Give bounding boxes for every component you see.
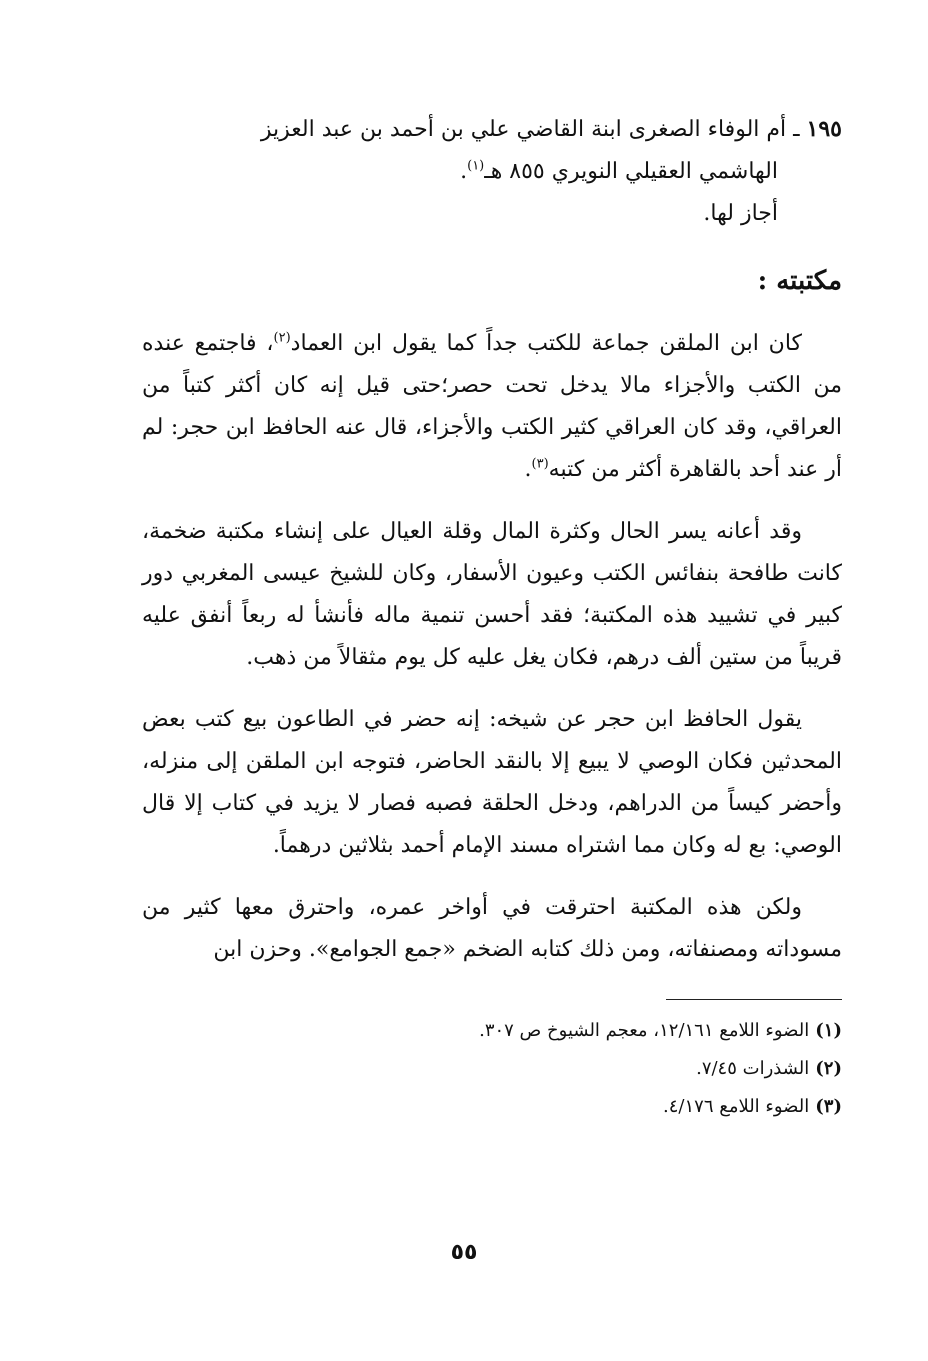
footnote-ref-2[interactable]: (٢) bbox=[273, 330, 291, 346]
section-title: مكتبته : bbox=[757, 266, 842, 296]
entry-line-1: ـ أم الوفاء الصغرى ابنة القاضي علي بن أحمد بن عبد العزيز bbox=[260, 117, 800, 142]
footnote-2 bbox=[142, 1050, 842, 1088]
footnote-1 bbox=[142, 1012, 842, 1050]
paragraph-1-part-1: كان ابن الملقن جماعة للكتب جداً كما يقول ابن العماد bbox=[290, 331, 803, 356]
footnote-2-text: الشذرات ٧/٤٥. bbox=[696, 1058, 810, 1079]
paragraph-1-part-3: . bbox=[524, 457, 532, 482]
entry-line-3: أجاز لها. bbox=[703, 201, 778, 226]
page-number: ٥٥ bbox=[450, 1240, 478, 1265]
footnote-ref-3[interactable]: (٣) bbox=[531, 456, 549, 472]
paragraph-1-part-2: ، فاجتمع عنده من الكتب والأجزاء مالا يدخل تحت حصر؛حتى قيل إنه كان أكثر كتباً من العراقي، وقد كان العراقي كثير الكتب والأجزاء، قال عنه الحافظ ابن حجر: لم أر عند أحد بالقاهرة أكثر من كتبه bbox=[142, 331, 842, 482]
footnotes-list bbox=[142, 1012, 842, 1126]
entry-line-2-text: الهاشمي العقيلي النويري ٨٥٥ هـ bbox=[484, 159, 778, 184]
paragraph-3: يقول الحافظ ابن حجر عن شيخه: إنه حضر في الطاعون بيع كتب بعض المحدثين فكان الوصي لا يبيع إلا بالنقد الحاضر، فتوجه ابن الملقن إلى منزله، وأحضر كيساً من الدراهم، ودخل الحلقة فصبه فصار لا يزيد في كتاب إلا قال الوصي: بع له وكان مما اشتراه مسند الإمام أحمد بثلاثين درهماً. bbox=[142, 707, 842, 858]
entry-line-2-end: . bbox=[460, 159, 468, 184]
paragraph-4: ولكن هذه المكتبة احترقت في أواخر عمره، واحترق معها كثير من مسوداته ومصنفاته، ومن ذلك كتابه الضخم «جمع الجوامع». وحزن ابن bbox=[142, 895, 842, 962]
footnote-3-number: (٣) bbox=[815, 1096, 842, 1117]
page-content bbox=[142, 108, 842, 1126]
footnote-1-number: (١) bbox=[815, 1020, 842, 1041]
paragraph-1 bbox=[142, 323, 842, 491]
footnote-2-number: (٢) bbox=[815, 1058, 842, 1079]
paragraph-2: وقد أعانه يسر الحال وكثرة المال وقلة العيال على إنشاء مكتبة ضخمة، كانت طافحة بنفائس الكتب وعيون الأسفار، وكان للشيخ عيسى المغربي دور كبير في تشييد هذه المكتبة؛ فقد أحسن تنمية ماله فأنشأ له ربعاً أنفق عليه قريباً من ستين ألف درهم، فكان يغل عليه كل يوم مثقالاً من ذهب. bbox=[142, 519, 842, 670]
entry-line-2 bbox=[142, 151, 842, 193]
footnote-3 bbox=[142, 1088, 842, 1126]
footnote-divider bbox=[666, 999, 842, 1000]
footnote-3-text: الضوء اللامع ٤/١٧٦. bbox=[663, 1096, 810, 1117]
biography-entry bbox=[142, 108, 842, 235]
footnote-ref-1[interactable]: (١) bbox=[467, 158, 485, 174]
footnote-1-text: الضوء اللامع ١٢/١٦١، معجم الشيوخ ص ٣٠٧. bbox=[479, 1020, 810, 1041]
entry-number: ١٩٥ bbox=[806, 116, 842, 142]
